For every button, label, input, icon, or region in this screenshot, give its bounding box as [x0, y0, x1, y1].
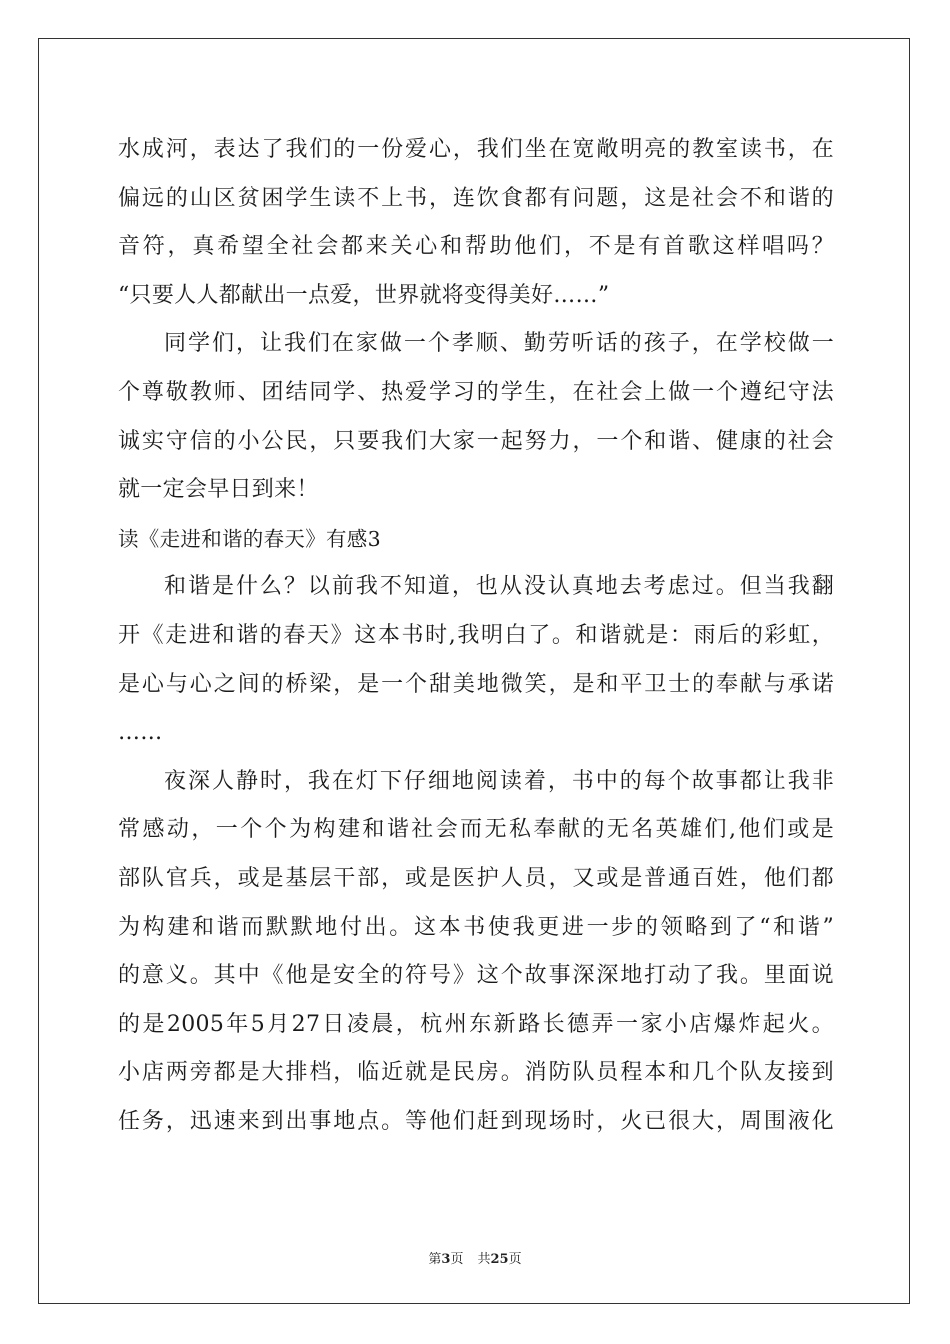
page-footer [0, 1248, 950, 1267]
footer-total-pages: 25 [490, 1252, 509, 1267]
paragraph-first-line: 同学们，让我们在家做一个孝顺、勤劳听话的孩子，在学校做一 [164, 331, 834, 357]
text-line: 为构建和谐而默默地付出。这本书使我更进一步的领略到了“和谐” [118, 914, 834, 940]
text-line: 是心与心之间的桥梁，是一个甜美地微笑，是和平卫士的奉献与承诺 [118, 671, 834, 697]
section-heading: 读《走进和谐的春天》有感3 [118, 526, 381, 551]
text-line: 水成河，表达了我们的一份爱心，我们坐在宽敞明亮的教室读书，在 [118, 137, 834, 162]
text-line: 个尊敬教师、团结同学、热爱学习的学生，在社会上做一个遵纪守法 [118, 379, 834, 405]
footer-total-suffix: 页 [508, 1252, 522, 1267]
text-line: 任务，迅速来到出事地点。等他们赶到现场时，火已很大，周围液化 [118, 1108, 834, 1134]
text-line: 音符，真希望全社会都来关心和帮助他们，不是有首歌这样唱吗？ [118, 234, 834, 260]
paragraph-first-line: 和谐是什么？以前我不知道，也从没认真地去考虑过。但当我翻 [164, 574, 834, 600]
text-line: 就一定会早日到来！ [118, 477, 319, 503]
footer-page-number: 3 [441, 1252, 451, 1267]
text-line: 的意义。其中《他是安全的符号》这个故事深深地打动了我。里面说 [118, 963, 834, 989]
text-line: 的是2005年5月27日凌晨，杭州东新路长德弄一家小店爆炸起火。 [118, 1011, 834, 1037]
text-line: 开《走进和谐的春天》这本书时,我明白了。和谐就是：雨后的彩虹， [118, 622, 834, 648]
paragraph-first-line: 夜深人静时，我在灯下仔细地阅读着，书中的每个故事都让我非 [164, 768, 834, 794]
text-line: …… [118, 720, 163, 746]
text-line: 小店两旁都是大排档，临近就是民房。消防队员程本和几个队友接到 [118, 1060, 834, 1086]
footer-page-suffix: 页 [450, 1252, 464, 1267]
document-body [118, 126, 834, 1146]
text-line: 常感动，一个个为构建和谐社会而无私奉献的无名英雄们,他们或是 [118, 817, 834, 843]
footer-page-prefix: 第 [428, 1252, 442, 1267]
text-line: 诚实守信的小公民，只要我们大家一起努力，一个和谐、健康的社会 [118, 428, 834, 454]
footer-total-prefix: 共 [477, 1252, 491, 1267]
text-line: 部队官兵，或是基层干部，或是医护人员，又或是普通百姓，他们都 [118, 865, 834, 891]
text-line: “只要人人都献出一点爱，世界就将变得美好……” [118, 282, 610, 308]
text-line: 偏远的山区贫困学生读不上书，连饮食都有问题，这是社会不和谐的 [118, 185, 834, 211]
